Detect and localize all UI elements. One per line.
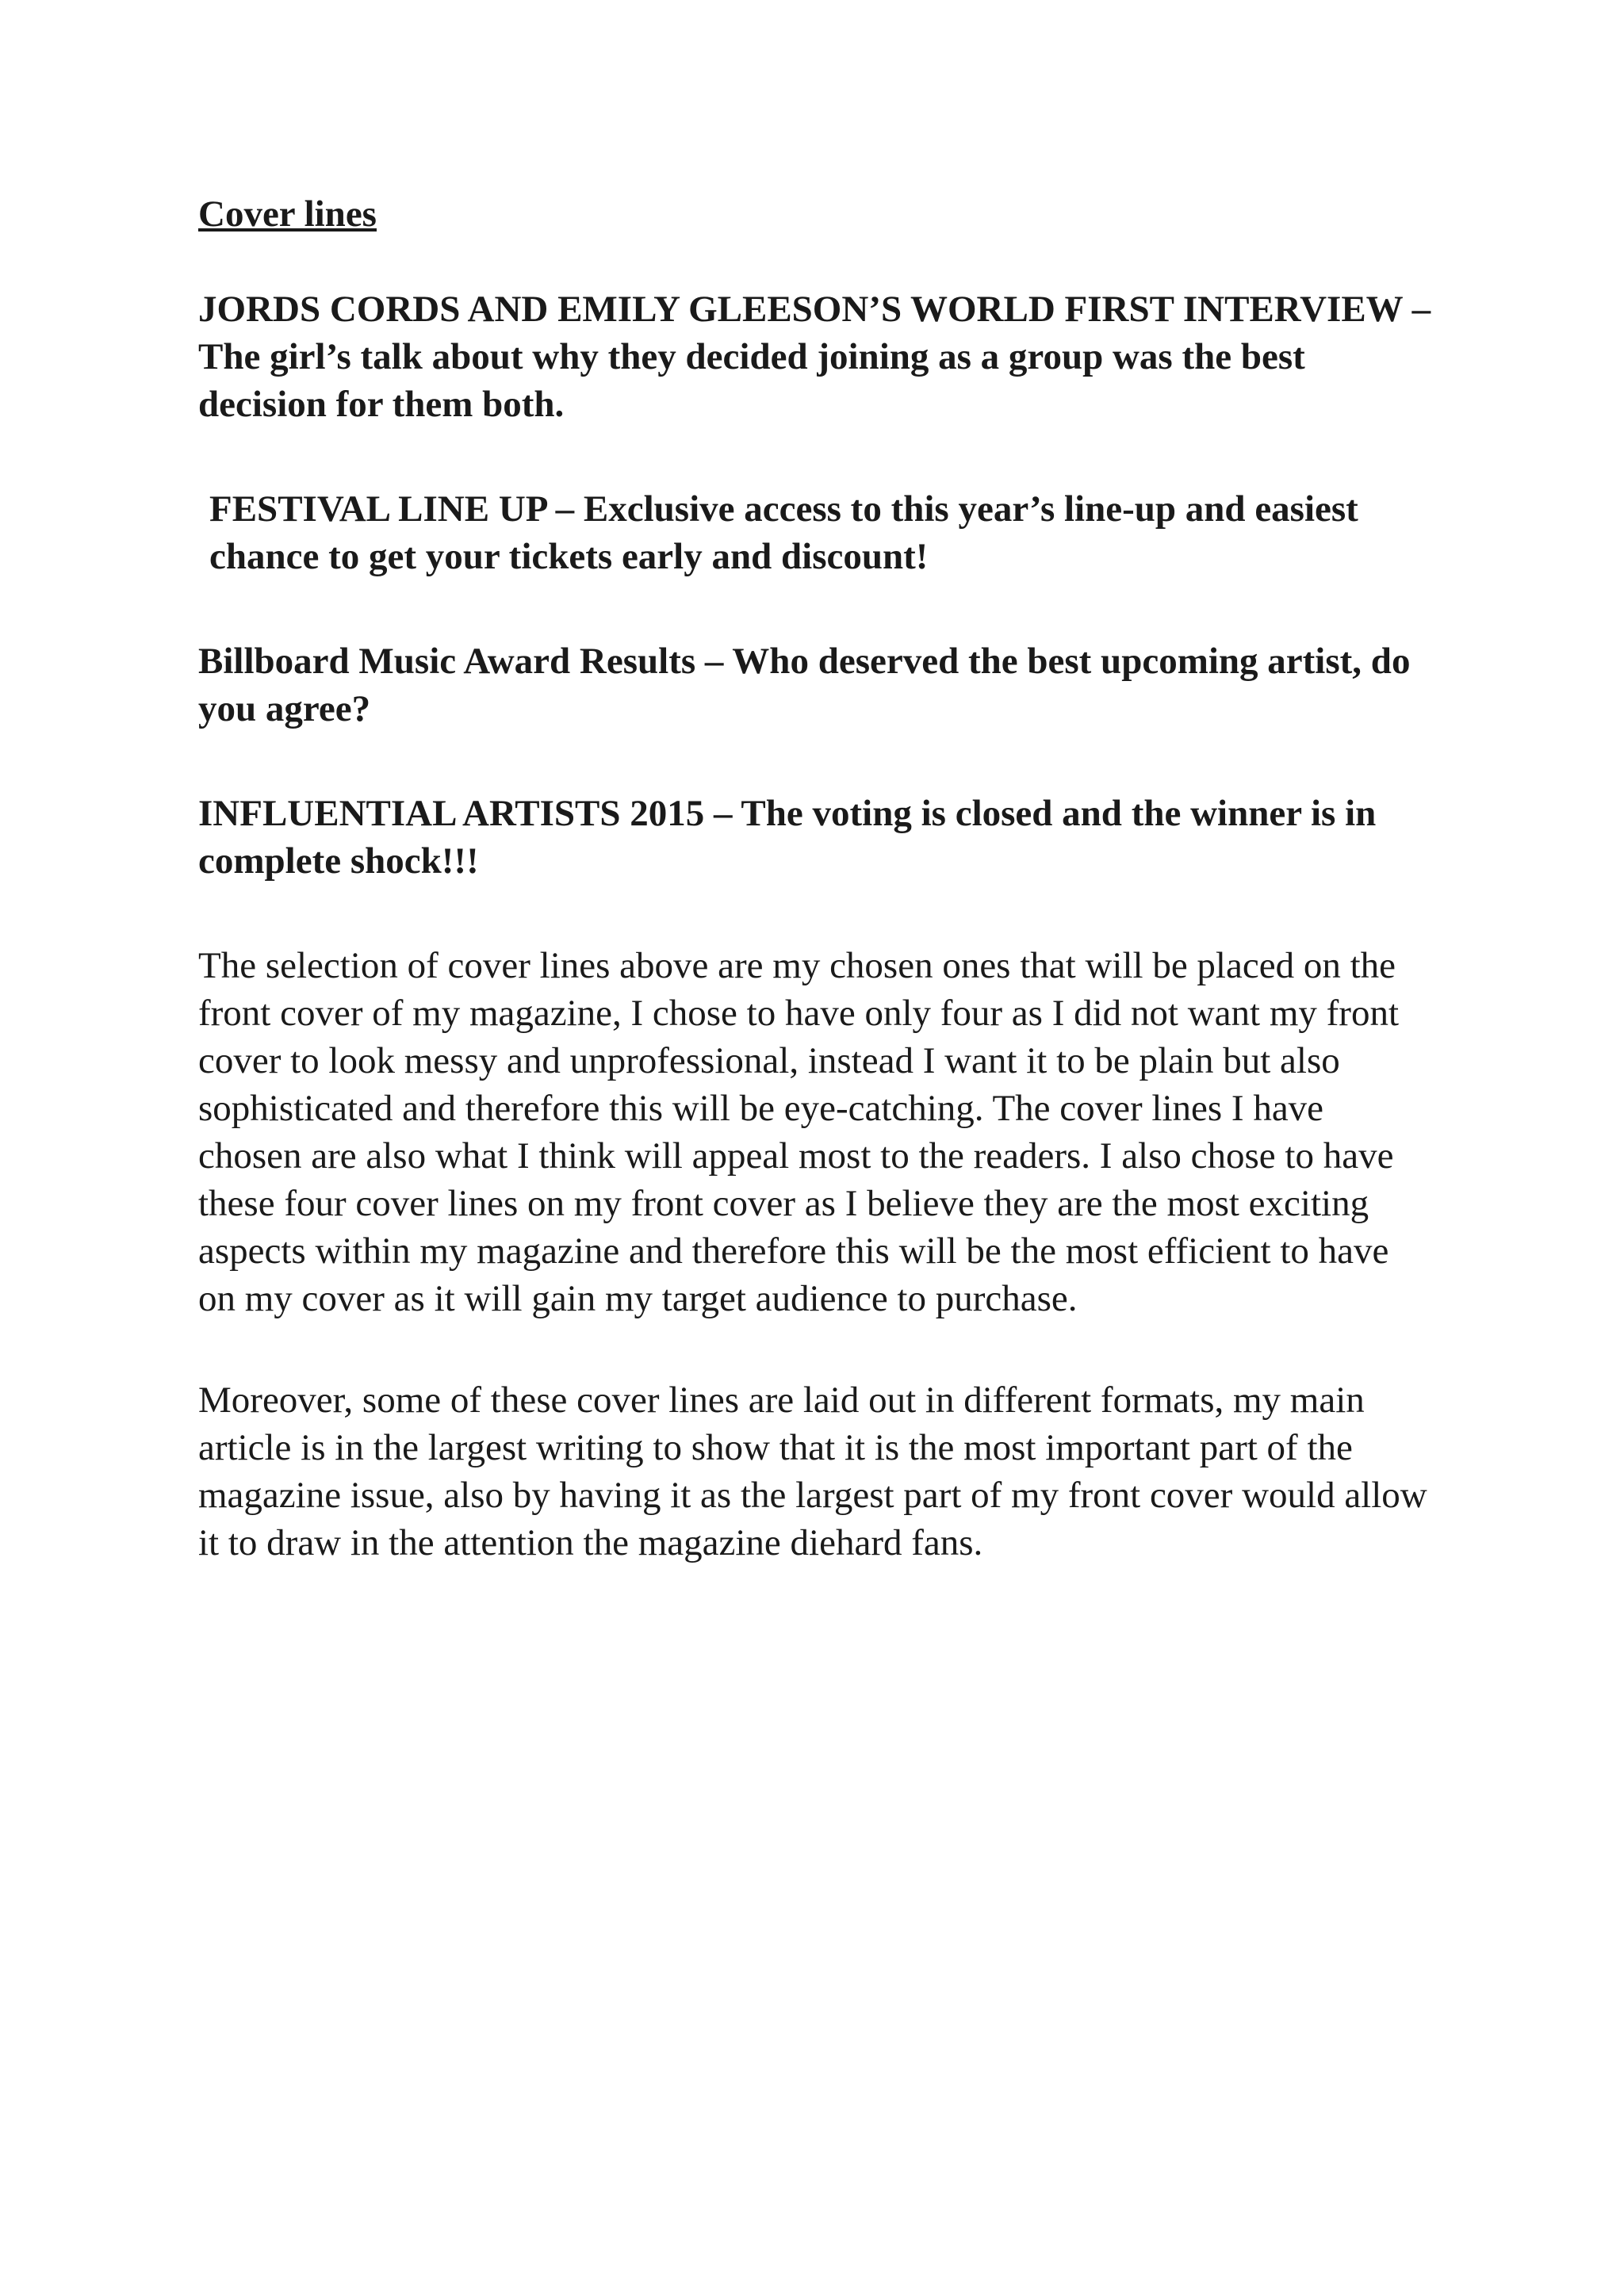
cover-line-4: INFLUENTIAL ARTISTS 2015 – The voting is closed and the winner is in complete shock!!! bbox=[198, 793, 1377, 882]
section-heading: Cover lines bbox=[198, 193, 377, 235]
cover-line-3: Billboard Music Award Results – Who deserved the best upcoming artist, do you agree? bbox=[198, 641, 1411, 729]
document-body bbox=[198, 190, 1435, 1621]
cover-line-2: FESTIVAL LINE UP – Exclusive access to this year’s line-up and easiest chance to get your tickets early and discount! bbox=[209, 488, 1358, 577]
cover-line-1: JORDS CORDS AND EMILY GLEESON’S WORLD FIRST INTERVIEW – The girl’s talk about why they decided joining as a group was the best decision for them both. bbox=[198, 289, 1431, 425]
paragraph-formats: Moreover, some of these cover lines are laid out in different formats, my main article is in the largest writing to show that it is the most important part of the magazine issue, also by having it as the largest part of my front cover would allow it to draw in the attention the magazine diehard fans. bbox=[198, 1380, 1427, 1563]
paragraph-explanation: The selection of cover lines above are my chosen ones that will be placed on the front cover of my magazine, I chose to have only four as I did not want my front cover to look messy and unprofessional, instead I want it to be plain but also sophisticated and therefore this will be eye-catching. The cover lines I have chosen are also what I think will appeal most to the readers. I also chose to have these four cover lines on my front cover as I believe they are the most exciting aspects within my magazine and therefore this will be the most efficient to have on my cover as it will gain my target audience to purchase. bbox=[198, 945, 1400, 1319]
